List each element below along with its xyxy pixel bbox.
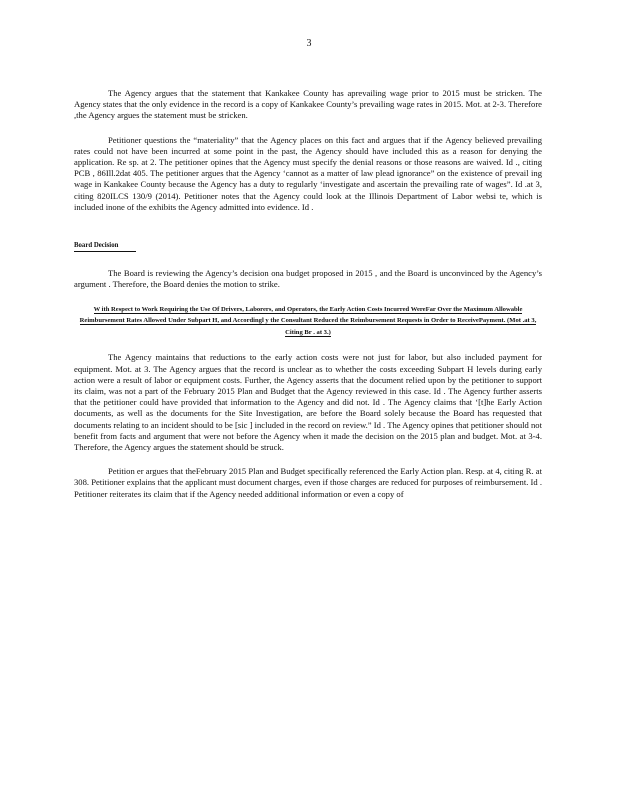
paragraph-agency-maintains: The Agency maintains that reductions to the early action costs were not just for labor, but also included payment for equipment. Mot. at 3. The Agency argues that the record is unclear as to whether the costs exceeding Subpart H levels during early action were a result of labor or equipment costs. Further, the Agency asserts that the document relied upon by the petitioner to support its claim, was not a part of the February 2015 Plan and Budget that the Agency reviewed in this case. Id . The Agency further asserts that the petitioner could have provided that information to the Agency and did not. Id . The Agency claims that ‘[t]he Early Action documents, as well as the documents for the Site Investigation, are before the Board solely because the Board has requested that documents relating to an incident should to be [sic ] included in the record on review.” Id . The Agency opines that petitioner should not benefit from facts and argument that were not before the Agency when it made the decision on the 2015 plan and budget. Mot. at 3-4. Therefore, the Agency argues the statement should be struck. — [74, 352, 542, 453]
paragraph-petitioner-argues: Petition er argues that theFebruary 2015 Plan and Budget specifically referenced the Early Action plan. Resp. at 4, citing R. at 308. Petitioner explains that the applicant must document charges, even if those charges are reduced for purposes of reimbursement. Id . Petitioner reiterates its claim that if the Agency needed additional information or even a copy of — [74, 466, 542, 499]
argument-heading-text: W ith Respect to Work Requiring the Use Of Drivers, Laborers, and Operators, the Early Action Costs Incurred WereFar Over the Maximum Allowable Reimbursement Rates Allowed Under Subpart H, and Accordingl y the Consultant Reduced the Reimbursement Requests in Order to ReceivePayment. (Mot .at 3, Citing Br . at 3.) — [79, 305, 537, 336]
page-number: 3 — [306, 38, 312, 49]
section-heading: Board Decision — [74, 240, 136, 252]
paragraph-board-decision: The Board is reviewing the Agency’s decision ona budget proposed in 2015 , and the Board is unconvinced by the Agency’s argument . Therefore, the Board denies the motion to strike. — [74, 268, 542, 290]
document-body — [74, 88, 542, 513]
paragraph-petitioner-response: Petitioner questions the “materiality” that the Agency places on this fact and argues that if the Agency believed prevailing rates could not have been incurred at some point in the past, the Agency should have included this as a reason for denying the application. Re sp. at 2. The petitioner opines that the Agency must specify the denial reasons or those reasons are waived. Id ., citing PCB , 86Ill.2dat 405. The petitioner argues that the Agency ‘cannot as a matter of law plead ignorance” on the existence of prevail ing wage in Kankakee County because the Agency has a duty to regularly ‘investigate and ascertain the prevailing rate of wages”. Id .at 3, citing 820ILCS 130/9 (2014). Petitioner notes that the Agency could look at the Illinois Department of Labor websi te, which is included inone of the exhibits the Agency admitted into evidence. Id . — [74, 134, 542, 212]
paragraph-agency-argument: The Agency argues that the statement that Kankakee County has aprevailing wage prior to 2015 must be stricken. The Agency states that the only evidence in the record is a copy of Kankakee County’s prevailing wage rates in 2015. Mot. at 2-3. Therefore ,the Agency argues the statement must be stricken. — [74, 88, 542, 121]
argument-heading — [74, 304, 542, 339]
